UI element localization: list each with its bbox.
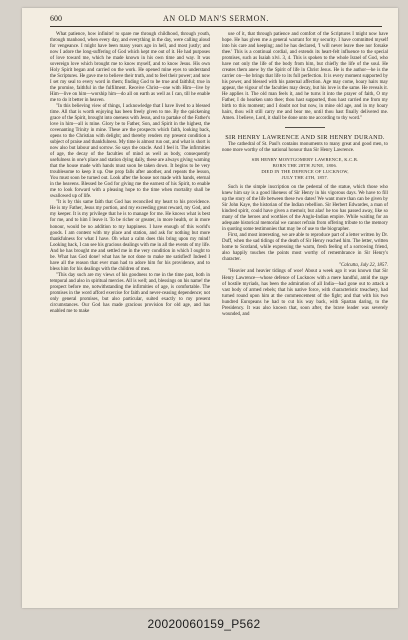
right-column bbox=[222, 32, 388, 318]
paragraph: "This day such are my views of his goodness to me in the time past, both in temporal and also in spiritual mercies. All is well; and, blessings on his name! the prospect before me, notwithstanding the infirmities of age, is comfortable. The promises in the word afford exercise for faith and never-ceasing dependence; not only general promises, but also particular, suited exactly to my present circumstances. Our God has made gracious provision for old age, and has enabled me to make bbox=[50, 272, 210, 314]
paragraph: First, and most interesting, we are able to reproduce part of a letter written by Dr. Duff, when the sad tidings of the death of Sir Henry reached him. The letter, written home to Scotland, while expressing the warm, fresh feeling of a sorrowing friend, also happily touches the points most worthy of remembrance in Sir Henry's character. bbox=[222, 233, 388, 263]
paragraph: What patience, how infinite! to spare me through childhood, through youth, through manhood, when every day, and everything in the day, were calling aloud for vengeance. I might have been many years ago in hell, and most justly; and now I adore the long-suffering of God which kept me out of it. He had purposes of love toward me, which he made known in his own time and way. It was sovereign love which brought me to know myself, and to know Jesus. His own Holy Spirit began and carried on the work. He opened mine eyes to understand the Scriptures. He gave me to believe their truth, and to feel their power; and now I set my seal to every word in them; finding God to be true and faithful; true in the promise, faithful in the fulfilment. Receive Christ—one with Him—live by Him—live on him—worship him—do all on earth as well as I can, till he enable me to do it better in heaven. bbox=[50, 32, 210, 104]
section-divider bbox=[285, 127, 325, 128]
paragraph: Such is the simple inscription on the pedestal of the statue, which those who knew him say is a good likeness of Sir Henry in his vigorous days. We have to fill up the story of the life between these two dates! We want more than can be given by Sir John Kaye, the historian of the Indian rebellion. Sir Herbert Edwardes, a man of kindred spirit, could have given a memoir, but alas! he too has passed away, like so many of the heroes and worthies of the Anglo-Indian empire. While waiting for an adequate historical memorial we cannot refrain from offering tribute to the memory in quoting some testimonies that may be of use to the biographer. bbox=[222, 185, 388, 233]
paragraph: use of it, that through patience and comfort of the Scriptures I might now have hope. He has given me a general warrant for my security. I have committed myself into his care and keeping; and he has declared, 'I will never leave thee nor forsake thee.' This is a continual cordial, and extends its heart-felt influence to the special promises, such as Isaiah xlvi. 3, 4. This is spoken to the whole Israel of God, who have not only the life of the body from him, but chiefly the life of the soul. He creates them anew by the Spirit of life in Christ Jesus. He is the author—he is the carrier on—he brings that life to its full perfection. It is every moment supported by his power, and blessed with his paternal affection. Age may come, hoary hairs may appear, the vigour of the faculties may decay, but his love is the same. He reveals it. He applies it. The old man feels it, and he turns it into the prayer of faith, O my Father, I do hearken unto thee; thou hast supported, thou hast carried me from my birth to this moment; and I doubt not but now, in mine old age, and in my hoary hairs, thou wilt still carry me and bear me, until thou hast finally delivered me. Amen. I believe, Lord, it shall be done unto me according to thy word." bbox=[222, 32, 388, 122]
running-title: AN OLD MAN'S SERMON. bbox=[163, 14, 269, 23]
paragraph: "It is by this same faith that God has reconciled my heart to his providence. He is my Father, Jesus my portion, and my exceeding great reward, my God, and my keeper. It is my privilege that he is to manage for me. He knows what is best for me, and to him I leave it. To be richer or greater, in more health, or in more honour, would be no addition to my happiness. I have enough of this world's goods. I am content with my place and station, and ask for nothing but more thankfulness for what I have. Oh what a calm does this bring upon my mind! Looking back, I can see his gracious dealings with me in all the events of my life. And he has brought me and settled me in the very condition in which I ought to be. What has God done! what has he not done to make me satisfied! Indeed I have all the reason that ever man had to adore him for his providence, and to bless him for his dealings with the children of men. bbox=[50, 200, 210, 272]
inscription-line: JULY THE 4TH, 1857. bbox=[281, 175, 329, 181]
running-header bbox=[50, 14, 382, 26]
paragraph: "In this believing view of things, I acknowledge that I have lived to a blessed time. All that is worth enjoying has been freely given to me. By the quickening grace of the Spirit, brought into oneness with Jesus, and to partake of the Father's love in him—all is mine. Glory be to Father, Son, and Spirit in the highest, the covenanting Trinity in mine. These are the prospects which faith, looking back, opens to the Christian with delight; and thereby renders my present condition a subject of praise and thankfulness. My time is almost run out, and what is short is now also but labour and sorrow. So says the oracle. And I feel it. The infirmities of age, the decay of the faculties of mind as well as body, consequently usefulness in one's place and station dying daily, these are always giving warning that the house made with hands must soon be taken down. It begins to be very troublesome to keep it up. One prop falls after another, and repeats the lesson, You must soon be turned out. Look after the house not made with hands, eternal in the heavens. Blessed be God for giving me the earnest of his Spirit, to enable me to look forward with a pleasing hope to the time when mortality shall be swallowed up of life. bbox=[50, 104, 210, 200]
letter-dateline: "Calcutta, July 22, 1857. bbox=[338, 263, 388, 269]
book-page bbox=[22, 8, 398, 608]
header-rule bbox=[50, 26, 382, 27]
article-title: SIR HENRY LAWRENCE AND SIR HENRY DURAND. bbox=[225, 134, 385, 142]
scan-identifier: 20020060159_P562 bbox=[147, 617, 261, 631]
article-intro: The cathedral of St. Paul's contains monuments to many great and good men, to none more worthy of the national honour than Sir Henry Lawrence. bbox=[222, 142, 388, 154]
left-column bbox=[50, 32, 210, 315]
paragraph: "Heavier and heavier tidings of woe! About a week ago it was known that Sir Henry Lawrence—whose defence of Lucknow with a mere handful, amid the rage of hostile myriads, has been the admiration of all India—had gone out to attack a vast body of armed rebels; that his native force, with characteristic treachery, had turned round upon him at the commencement of the fight; and that with his two hundred Europeans he had to cut his way back, with Spartan daring, to the Presidency. It was also known that, soon after, the brave leader was severely wounded, and bbox=[222, 269, 388, 317]
inscription-line: SIR HENRY MONTGOMERY LAWRENCE, K.C.B. bbox=[251, 157, 359, 163]
page-number: 600 bbox=[50, 14, 62, 23]
inscription-line: DIED IN THE DEFENCE OF LUCKNOW, bbox=[261, 169, 349, 175]
inscription-line: BORN THE 28TH JUNE, 1806. bbox=[272, 163, 338, 169]
